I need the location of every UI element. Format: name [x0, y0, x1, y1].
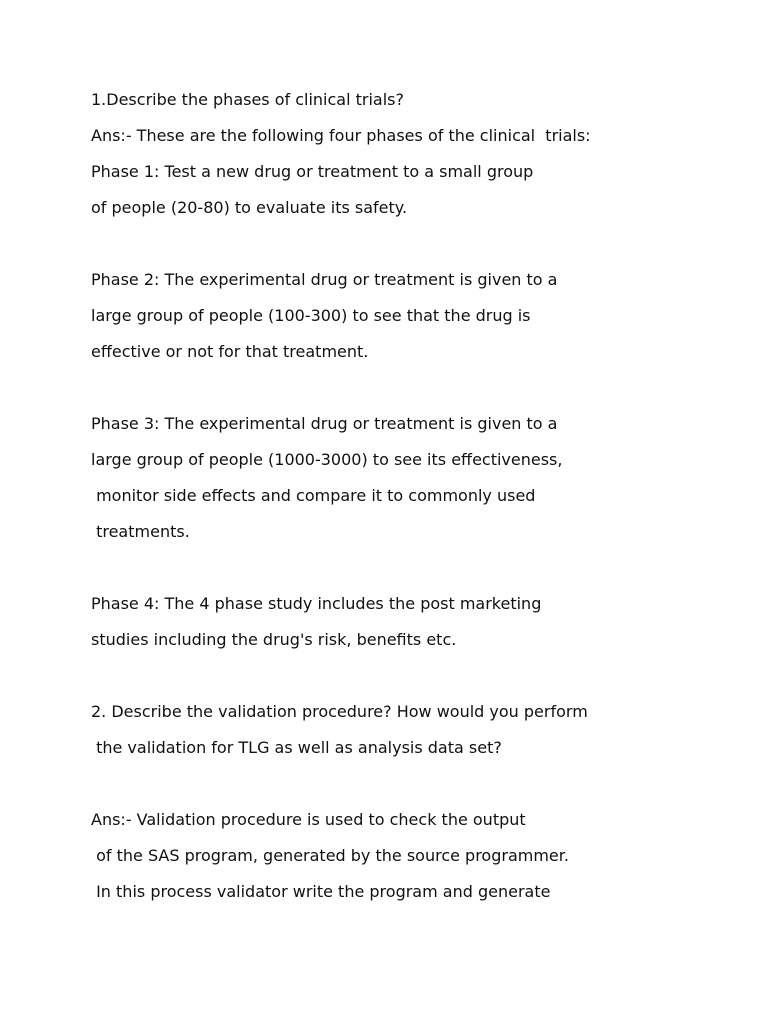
answer-2-line-3: In this process validator write the program and generate — [91, 882, 551, 901]
phase-2-line-1: Phase 2: The experimental drug or treatment is given to a — [91, 270, 558, 289]
phase-2-line-3: effective or not for that treatment. — [91, 342, 369, 361]
phase-3-line-3: monitor side effects and compare it to commonly used — [91, 486, 536, 505]
phase-1-line-2: of people (20-80) to evaluate its safety. — [91, 198, 408, 217]
phase-3-line-2: large group of people (1000-3000) to see its effectiveness, — [91, 450, 563, 469]
answer-1-intro: Ans:- These are the following four phases of the clinical trials: — [91, 126, 591, 145]
question-2-line-2: the validation for TLG as well as analysis data set? — [91, 738, 502, 757]
answer-2-line-2: of the SAS program, generated by the source programmer. — [91, 846, 569, 865]
phase-3-line-4: treatments. — [91, 522, 190, 541]
phase-4-line-1: Phase 4: The 4 phase study includes the post marketing — [91, 594, 542, 613]
phase-2-line-2: large group of people (100-300) to see that the drug is — [91, 306, 531, 325]
question-2-line-1: 2. Describe the validation procedure? How would you perform — [91, 702, 588, 721]
question-1-text: 1.Describe the phases of clinical trials? — [91, 90, 405, 109]
phase-3-line-1: Phase 3: The experimental drug or treatment is given to a — [91, 414, 558, 433]
answer-2-line-1: Ans:- Validation procedure is used to check the output — [91, 810, 526, 829]
phase-1-line-1: Phase 1: Test a new drug or treatment to a small group — [91, 162, 534, 181]
phase-4-line-2: studies including the drug's risk, benefits etc. — [91, 630, 457, 649]
